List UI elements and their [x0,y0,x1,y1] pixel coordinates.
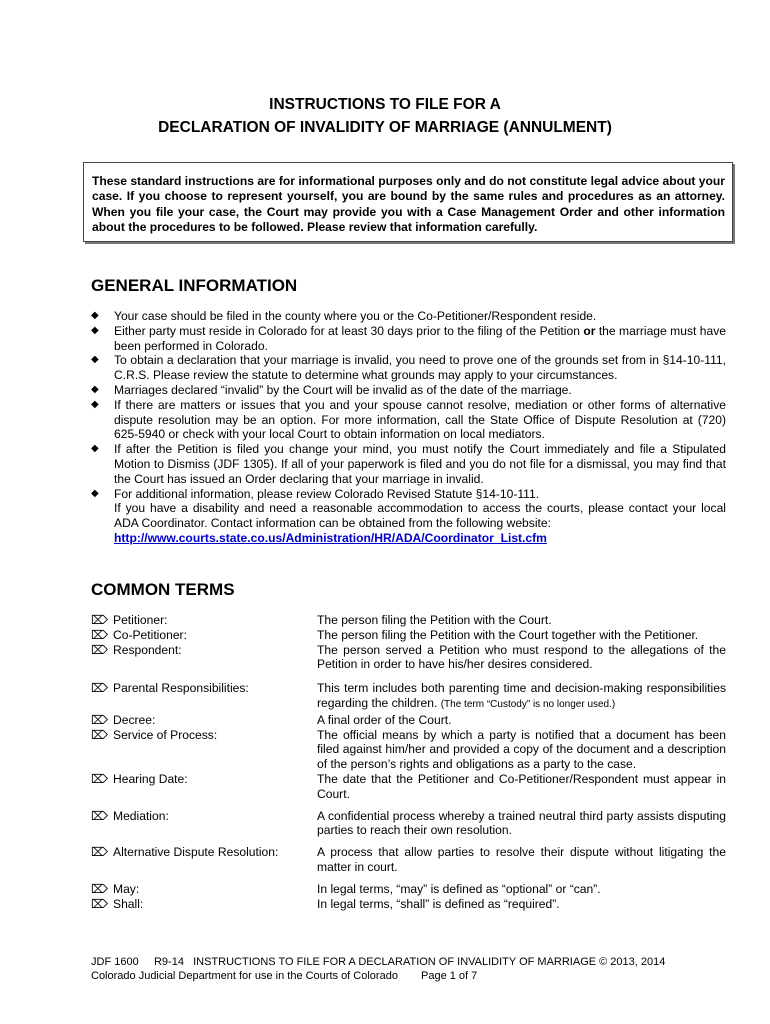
footer-department: Colorado Judicial Department for use in the Courts of Colorado [91,970,398,982]
term-definition: In legal terms, “may” is defined as “optional” or “can”. [317,881,601,896]
list-item-text: For additional information, please review Colorado Revised Statute §14-10-111. [114,486,540,501]
term-row [91,713,726,728]
list-item-text: Either party must reside in Colorado for at least 30 days prior to the filing of the Petition [114,323,584,338]
term-name: Hearing Date: [113,771,188,786]
list-item [91,353,726,383]
list-item [91,309,726,324]
pointer-box-icon: ⌦ [91,712,108,727]
term-definition: A final order of the Court. [317,712,452,727]
page-footer [91,955,665,983]
term-row [91,628,726,643]
term-definition-text: This term includes both parenting time and decision-making responsibilities regarding the children. [317,681,726,710]
term-name: Petitioner: [113,613,168,627]
ada-text: If you have a disability and need a reasonable accommodation to access the courts, please contact your local ADA Coordinator. Contact information can be obtained from the following website: [114,501,726,531]
term-name: Parental Responsibilities: [113,681,249,696]
term-row [91,643,726,673]
term-name: Alternative Dispute Resolution: [113,845,279,860]
term-name: May: [113,881,140,896]
page-number: Page 1 of 7 [421,970,478,982]
term-name: Service of Process: [113,727,218,742]
diamond-bullet-icon: ◆ [91,383,99,395]
diamond-bullet-icon: ◆ [91,354,99,366]
term-row [91,845,726,875]
pointer-box-icon: ⌦ [91,845,108,860]
term-definition: The person served a Petition who must respond to the allegations of the Petition in order to have his/her desires considered. [317,642,726,672]
ada-accommodation-paragraph [91,501,726,545]
term-name: Co-Petitioner: [113,627,187,642]
common-terms-list [91,613,726,911]
term-name: Mediation: [113,808,169,823]
document-title-line-2: DECLARATION OF INVALIDITY OF MARRIAGE (ANNULMENT) [158,119,612,136]
list-item-text: Marriages declared “invalid” by the Court will be invalid as of the date of the marriage. [114,382,572,397]
list-item-emphasis: or [583,323,596,338]
pointer-box-icon: ⌦ [91,771,108,786]
term-definition: The person filing the Petition with the Court. [317,613,552,627]
diamond-bullet-icon: ◆ [91,443,99,455]
term-definition: The person filing the Petition with the Court together with the Petitioner. [317,627,699,642]
diamond-bullet-icon: ◆ [91,310,99,321]
list-item-text: If there are matters or issues that you and your spouse cannot resolve, mediation or other forms of alternative dispute resolution may be an option. For more information, call the State Office of Dispute Resolution at (720) 625-5940 or check with your local Court to obtain information on local mediators. [114,397,726,442]
list-item-text: Your case should be filed in the county where you or the Co-Petitioner/Respondent reside. [114,309,597,323]
term-row [91,681,726,713]
general-information-heading: GENERAL INFORMATION [91,276,298,295]
list-item-text: the marriage must have been performed in Colorado. [114,323,726,353]
list-item [91,398,726,442]
pointer-box-icon: ⌦ [91,808,108,823]
diamond-bullet-icon: ◆ [91,398,99,410]
term-definition: The date that the Petitioner and Co-Petitioner/Respondent must appear in Court. [317,771,726,801]
list-item [91,383,726,398]
term-definition: A process that allow parties to resolve their dispute without litigating the matter in court. [317,845,726,874]
term-definition: The official means by which a party is notified that a document has been filed against him/her and provided a copy of the document and a description of the person’s rights and obligations as a party to the case. [317,727,726,772]
diamond-bullet-icon: ◆ [91,487,99,499]
pointer-box-icon: ⌦ [91,896,108,911]
term-row [91,809,726,839]
list-item-text: To obtain a declaration that your marriage is invalid, you need to prove one of the grounds set from in §14-10-111, C.R.S. Please review the statute to determine what grounds may apply to your circumstances. [114,353,726,383]
term-name: Decree: [113,712,156,727]
term-definition-note: (The term “Custody” is no longer used.) [440,698,616,710]
list-item [91,487,726,502]
term-row [91,897,726,912]
term-row [91,728,726,772]
list-item [91,442,726,486]
list-item-text: If after the Petition is filed you change your mind, you must notify the Court immediately and file a Stipulated Motion to Dismiss (JDF 1305). If all of your paperwork is filed and you do not file for a dismissal, you may find that the Court has issued an Order declaring that your marriage in invalid. [114,442,726,486]
pointer-box-icon: ⌦ [91,613,108,627]
pointer-box-icon: ⌦ [91,642,108,657]
pointer-box-icon: ⌦ [91,627,108,642]
term-definition: In legal terms, “shall” is defined as “required”. [317,896,560,911]
footer-form-line: JDF 1600 R9-14 INSTRUCTIONS TO FILE FOR A DECLARATION OF INVALIDITY OF MARRIAGE © 2013, 2014 [91,956,666,968]
footer-department-line [91,969,665,983]
diamond-bullet-icon: ◆ [91,324,99,336]
list-item [91,324,726,354]
document-title-line-1: INSTRUCTIONS TO FILE FOR A [269,96,501,113]
common-terms-heading: COMMON TERMS [91,580,235,599]
pointer-box-icon: ⌦ [91,681,108,696]
pointer-box-icon: ⌦ [91,727,108,742]
term-row [91,772,726,802]
term-row [91,613,726,628]
term-definition [317,681,726,713]
term-name: Respondent: [113,642,182,657]
ada-coordinator-link[interactable]: http://www.courts.state.co.us/Administration/HR/ADA/Coordinator_List.cfm [114,530,547,545]
term-name: Shall: [113,896,144,911]
pointer-box-icon: ⌦ [91,881,108,896]
general-information-list [91,309,726,546]
disclaimer-notice-box: These standard instructions are for informational purposes only and do not constitute legal advice about your case. If you choose to represent yourself, you are bound by the same rules and procedures as an attorney. When you file your case, the Court may provide you with a Case Management Order and other information about the procedures to be followed. Please review that information carefully. [83,162,733,242]
term-definition: A confidential process whereby a trained neutral third party assists disputing parties to reach their own resolution. [317,808,726,838]
term-row [91,882,726,897]
